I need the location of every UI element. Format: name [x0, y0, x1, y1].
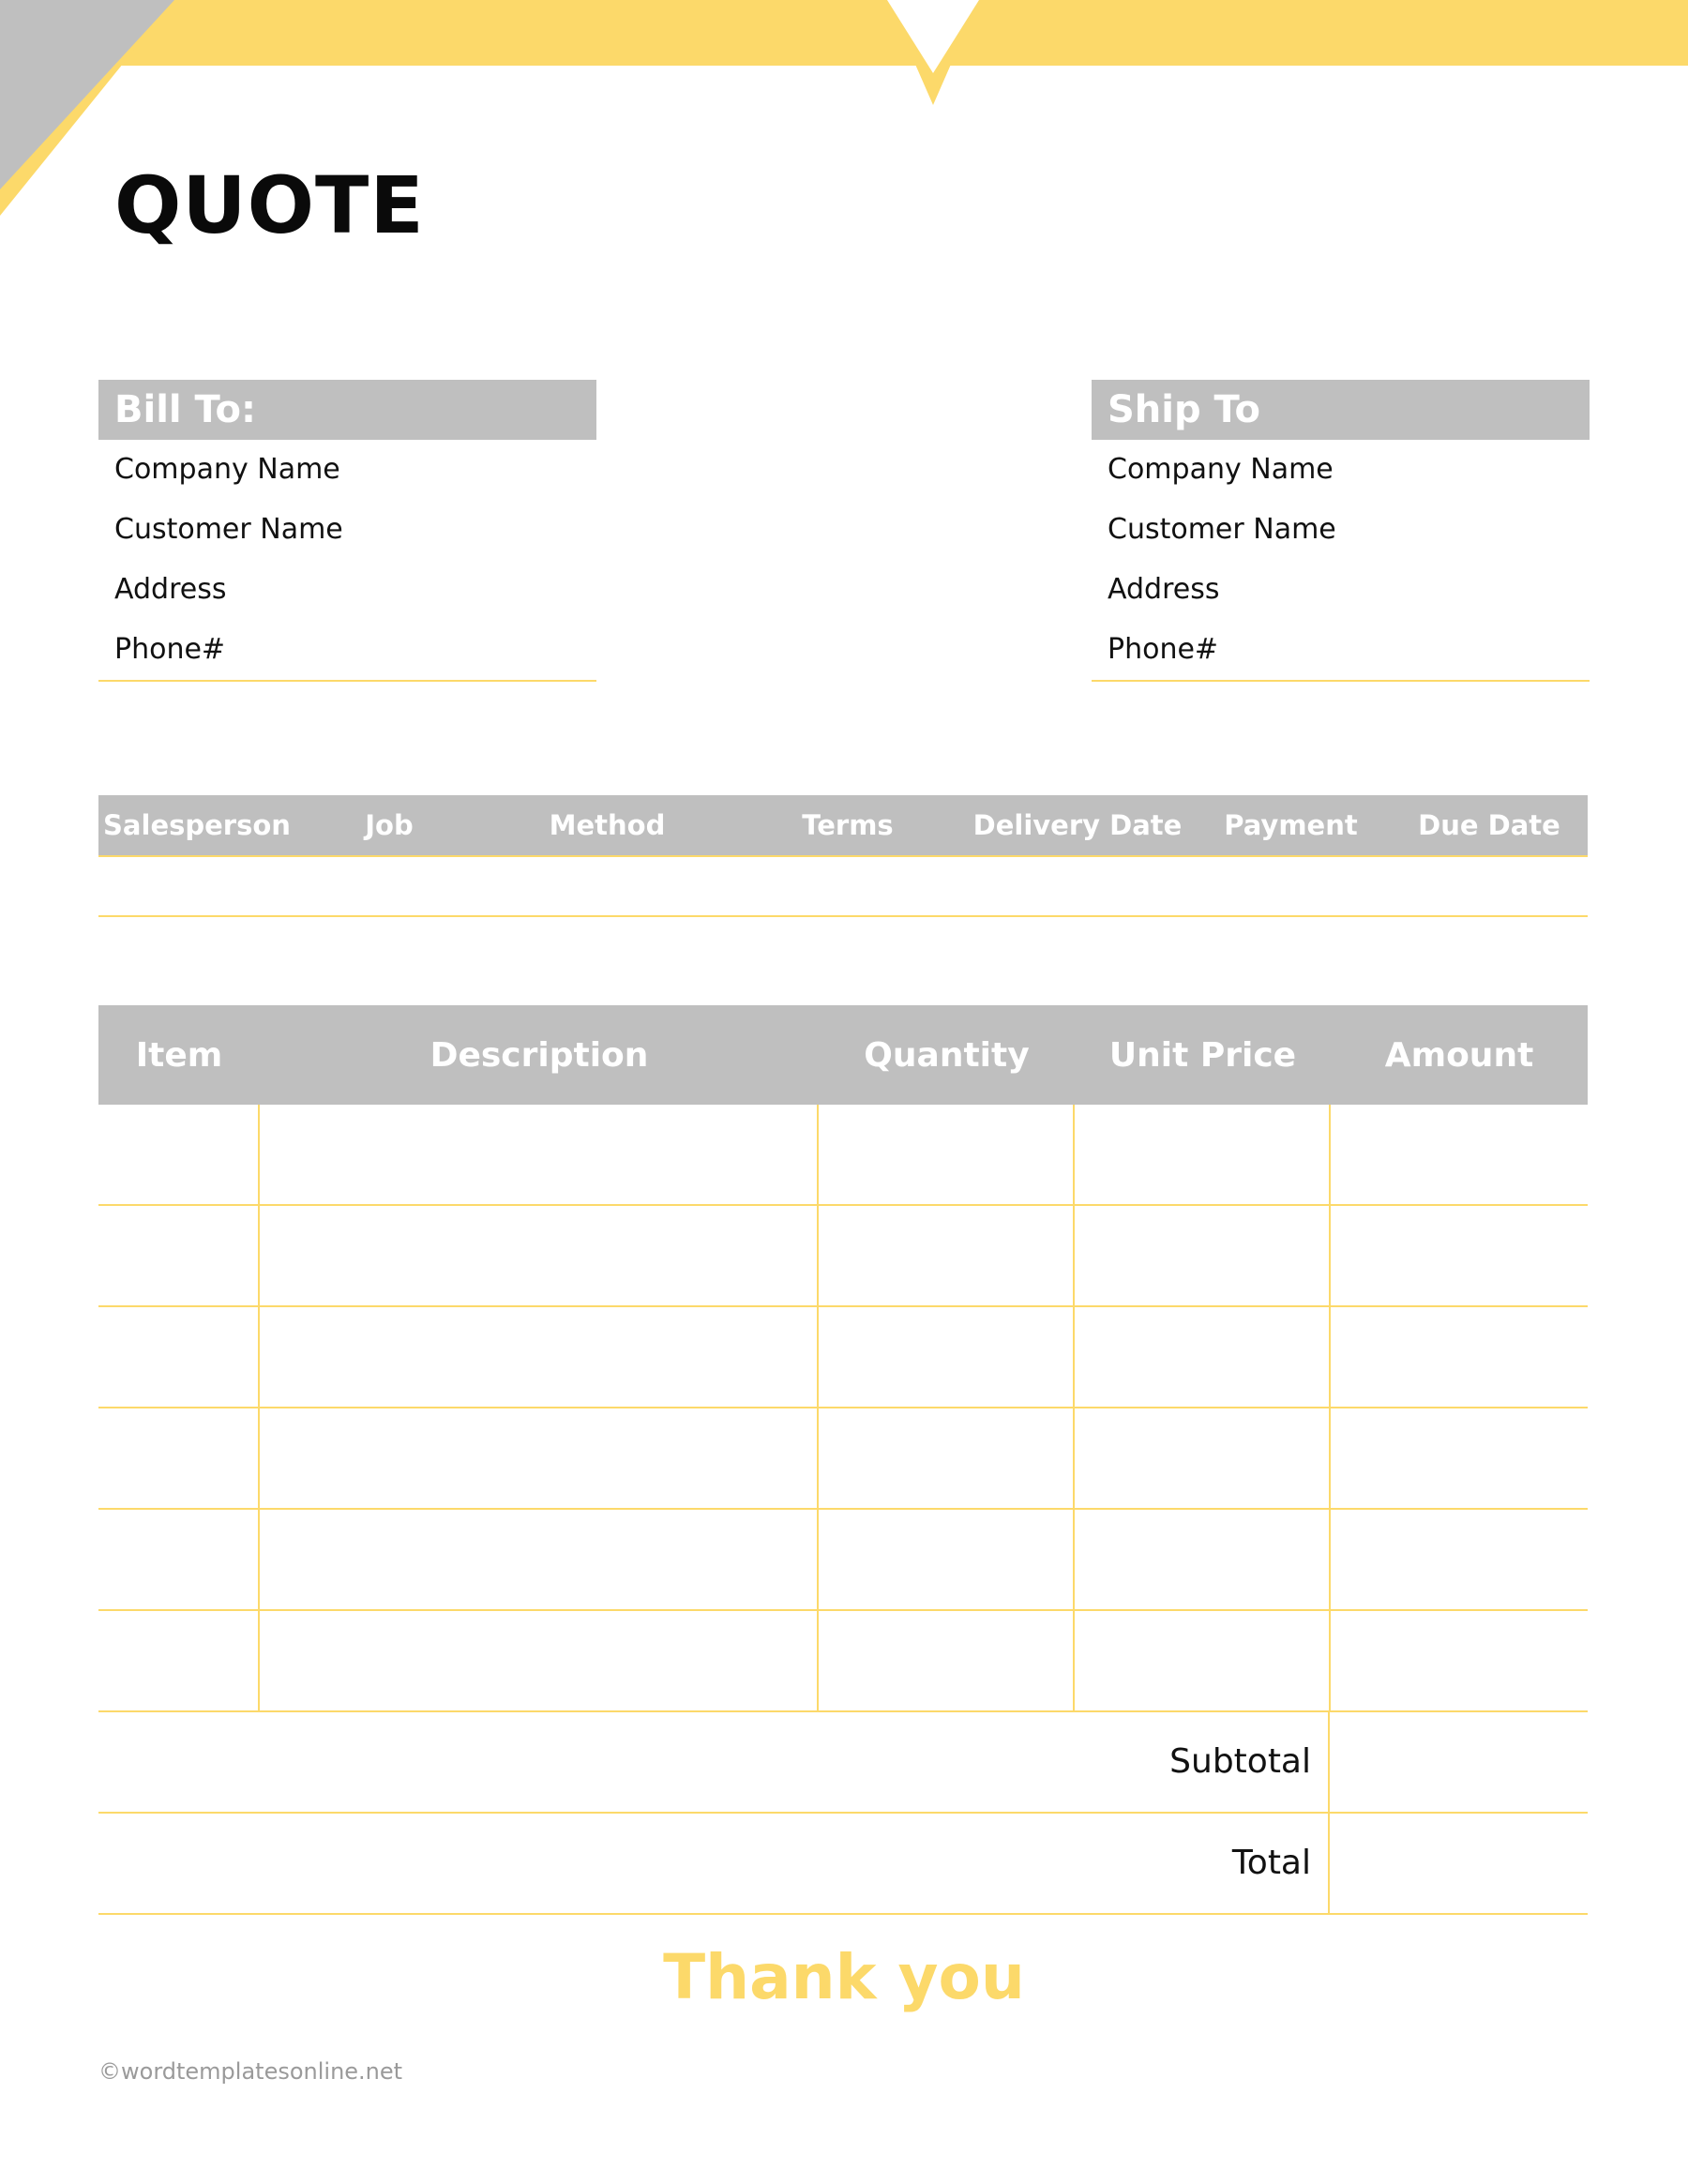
description-cell[interactable]	[260, 1510, 819, 1609]
subtotal-row	[98, 1712, 1588, 1814]
items-header	[98, 1005, 1588, 1105]
table-row	[98, 1105, 1588, 1206]
quantity-cell[interactable]	[819, 1510, 1075, 1609]
header-description: Description	[430, 1035, 649, 1075]
unit-price-cell[interactable]	[1075, 1105, 1331, 1204]
header-amount: Amount	[1384, 1035, 1534, 1075]
description-cell[interactable]	[260, 1611, 819, 1710]
ship-to-section	[1092, 380, 1590, 682]
item-cell[interactable]	[98, 1105, 260, 1204]
amount-cell[interactable]	[1331, 1510, 1588, 1609]
unit-price-cell[interactable]	[1075, 1307, 1331, 1407]
copyright-footer: ©wordtemplatesonline.net	[98, 2058, 403, 2085]
bill-to-customer[interactable]: Customer Name	[114, 513, 343, 546]
description-cell[interactable]	[260, 1408, 819, 1508]
total-label: Total	[98, 1814, 1330, 1913]
description-cell[interactable]	[260, 1307, 819, 1407]
thank-you-message: Thank you	[663, 1941, 1025, 2013]
header-job: Job	[365, 809, 414, 841]
amount-cell[interactable]	[1331, 1307, 1588, 1407]
page-title: QUOTE	[114, 159, 425, 251]
table-row	[98, 1510, 1588, 1611]
quantity-cell[interactable]	[819, 1307, 1075, 1407]
header-salesperson: Salesperson	[103, 809, 291, 841]
ship-to-company[interactable]: Company Name	[1108, 453, 1334, 486]
item-cell[interactable]	[98, 1408, 260, 1508]
table-row	[98, 1307, 1588, 1408]
bill-to-phone[interactable]: Phone#	[98, 620, 596, 682]
amount-cell[interactable]	[1331, 1105, 1588, 1204]
item-cell[interactable]	[98, 1510, 260, 1609]
item-cell[interactable]	[98, 1206, 260, 1305]
ship-to-phone[interactable]: Phone#	[1092, 620, 1590, 682]
bill-to-address[interactable]: Address	[114, 573, 227, 606]
top-accent-bar	[0, 0, 1688, 66]
table-row	[98, 1408, 1588, 1510]
ship-to-customer[interactable]: Customer Name	[1108, 513, 1336, 546]
bill-to-section	[98, 380, 596, 682]
table-row	[98, 1206, 1588, 1307]
total-row	[98, 1814, 1588, 1915]
quantity-cell[interactable]	[819, 1408, 1075, 1508]
ship-to-heading: Ship To	[1092, 380, 1590, 440]
unit-price-cell[interactable]	[1075, 1611, 1331, 1710]
header-delivery-date: Delivery Date	[972, 809, 1183, 841]
order-info-row[interactable]	[98, 857, 1588, 917]
amount-cell[interactable]	[1331, 1611, 1588, 1710]
description-cell[interactable]	[260, 1206, 819, 1305]
header-terms: Terms	[802, 809, 894, 841]
bill-to-heading: Bill To:	[98, 380, 596, 440]
header-due-date: Due Date	[1418, 809, 1560, 841]
order-info-header	[98, 795, 1588, 857]
description-cell[interactable]	[260, 1105, 819, 1204]
item-cell[interactable]	[98, 1307, 260, 1407]
header-quantity: Quantity	[864, 1035, 1030, 1075]
items-table	[98, 1005, 1588, 1915]
header-item: Item	[135, 1035, 223, 1075]
table-row	[98, 1611, 1588, 1712]
item-cell[interactable]	[98, 1611, 260, 1710]
quantity-cell[interactable]	[819, 1206, 1075, 1305]
header-unit-price: Unit Price	[1108, 1035, 1297, 1075]
unit-price-cell[interactable]	[1075, 1206, 1331, 1305]
ship-to-address[interactable]: Address	[1108, 573, 1220, 606]
quantity-cell[interactable]	[819, 1611, 1075, 1710]
amount-cell[interactable]	[1331, 1206, 1588, 1305]
bill-to-company[interactable]: Company Name	[114, 453, 340, 486]
header-method: Method	[549, 809, 666, 841]
amount-cell[interactable]	[1331, 1408, 1588, 1508]
subtotal-value[interactable]	[1330, 1712, 1588, 1812]
subtotal-label: Subtotal	[98, 1712, 1330, 1812]
total-value[interactable]	[1330, 1814, 1588, 1913]
header-payment: Payment	[1224, 809, 1358, 841]
unit-price-cell[interactable]	[1075, 1408, 1331, 1508]
order-info-table	[98, 795, 1588, 917]
quantity-cell[interactable]	[819, 1105, 1075, 1204]
unit-price-cell[interactable]	[1075, 1510, 1331, 1609]
